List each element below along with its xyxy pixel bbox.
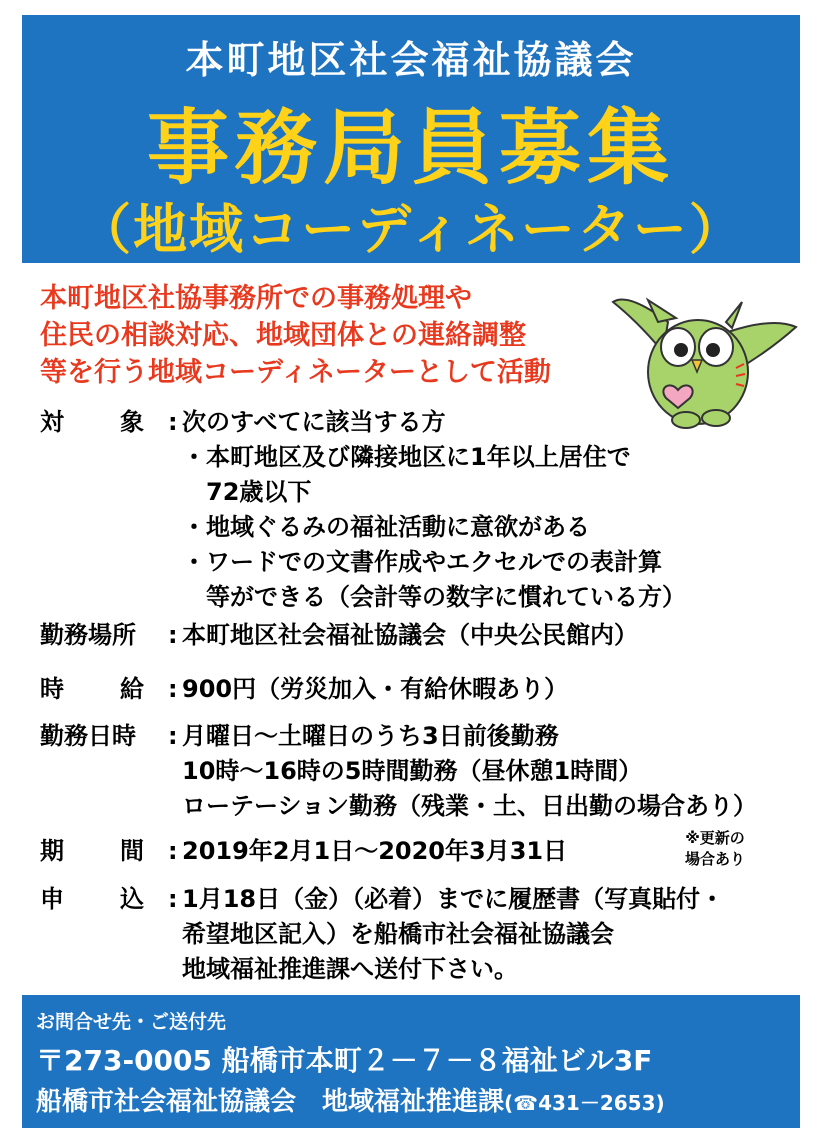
contact-address: 〒273-0005 船橋市本町２－７－８福祉ビル3F xyxy=(36,1044,653,1077)
contact-organization: 船橋市社会福祉協議会 地域福祉推進課(☎431－2653) xyxy=(36,1087,665,1117)
organization-title: 本町地区社会福祉協議会 xyxy=(185,38,637,82)
phone-number: (☎431－2653) xyxy=(504,1091,665,1115)
intro-line: 住民の相談対応、地域団体との連絡調整 xyxy=(40,320,526,351)
section-value: 900円（労災加入・有給休暇あり） xyxy=(182,675,569,703)
section-label: 勤務日時 xyxy=(40,722,136,750)
section-value: 月曜日～土曜日のうち3日前後勤務 10時～16時の5時間勤務（昼休憩1時間） ローテーション勤務（残業・土、日出勤の場合あり） xyxy=(182,722,758,820)
intro-text xyxy=(40,280,610,391)
sub-title: （地域コーディネーター） xyxy=(77,198,745,261)
section-value: 本町地区社会福祉協議会（中央公民館内） xyxy=(182,621,638,649)
section-value: 次のすべてに該当する方 ・本町地区及び隣接地区に1年以上居住で 72歳以下 ・地域ぐるみの福祉活動に意欲がある ・ワードでの文書作成やエクセルでの表計算 等ができる（会計等の数字に慣れている方） xyxy=(182,408,686,611)
header-banner xyxy=(22,15,800,263)
contact-heading: お問合せ先・ご送付先 xyxy=(36,1011,227,1033)
renewal-note: ※更新の 場合あり xyxy=(684,829,745,868)
section-value: 1月18日（金）（必着）までに履歴書（写真貼付・ 希望地区記入）を船橋市社会福祉協議会 地域福祉推進課へ送付下さい。 xyxy=(182,885,725,983)
intro-line: 本町地区社協事務所での事務処理や xyxy=(40,283,472,314)
main-title: 事務局員募集 xyxy=(146,101,675,196)
section-label: 勤務場所 xyxy=(40,621,136,649)
intro-line: 等を行う地域コーディネーターとして活動 xyxy=(40,357,551,388)
contact-banner xyxy=(22,995,800,1128)
section-value: 2019年2月1日～2020年3月31日 xyxy=(182,837,568,865)
